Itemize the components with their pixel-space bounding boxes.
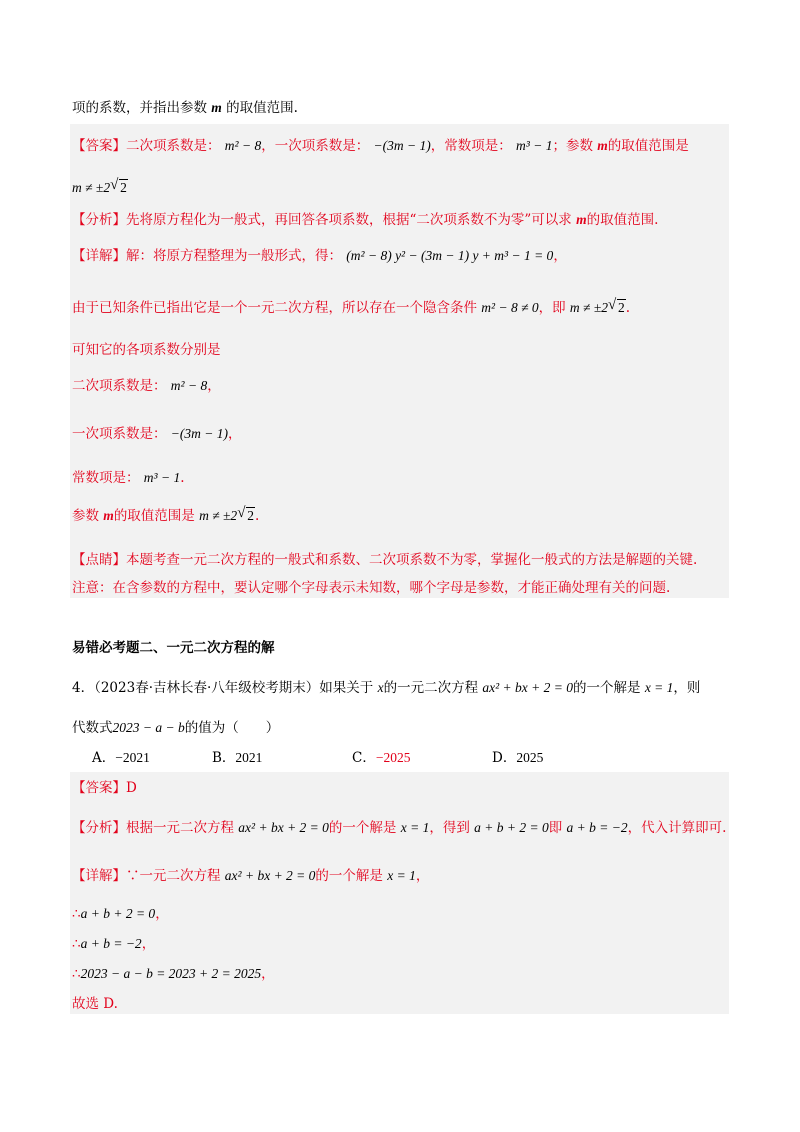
answer-t3: ，常数项是： [430,138,512,154]
q4-detail-end: ， [415,868,430,884]
q4-analysis-t2: 的一个解是 [328,820,397,836]
q4-answer-value: D [126,780,137,796]
detail-l6-end: . [180,470,185,486]
analysis-tag: 【分析】 [72,212,126,228]
answer-range-line [72,178,128,198]
intro-tail: 的取值范围. [226,100,298,116]
q4-detail-sol: x = 1 [387,868,416,883]
question-source: （2023春·吉林长春·八年级校考期末）如果关于 [94,680,374,696]
detail-l7-var: m [103,508,114,523]
q4-answer-tag: 【答案】 [72,780,126,796]
q4-step-3-symbol: ∴ [72,966,81,982]
option-c [352,748,410,768]
detail-t1: 解：将原方程整理为一般形式，得： [126,248,342,264]
option-c-label: C． [352,750,376,766]
solution-box-1 [70,124,729,598]
detail-line-5 [72,424,242,444]
q4-step-2-end: ， [141,936,156,952]
q4-step-3 [72,964,275,984]
q4-answer-line [72,778,137,798]
option-b [212,748,262,768]
question-4-line-2 [72,718,279,738]
question-4-line-1 [72,678,700,698]
detail-l3: 可知它的各项系数分别是 [72,342,221,358]
detail-line-4 [72,376,221,396]
answer-t2: ，一次项系数是： [261,138,370,154]
detail-l2-mid: ，即 [538,300,566,316]
answer-t5: 的取值范围是 [607,138,689,154]
detail-l2-math-1: m² − 8 ≠ 0 [481,300,539,315]
detail-l4-end: ， [207,378,221,394]
option-b-value: 2021 [235,750,263,765]
question-equation: ax² + bx + 2 = 0 [482,680,574,695]
q4-analysis-line [72,818,726,838]
intro-var: m [211,100,222,115]
detail-l7-mid: 的取值范围是 [113,508,195,524]
option-a [92,748,150,768]
option-a-value: −2021 [115,750,150,765]
detail-l4-text: 二次项系数是： [72,378,167,394]
detail-l5-math: −(3m − 1) [170,426,229,441]
detail-l7-end: . [254,508,260,524]
answer-math-2: −(3m − 1) [373,138,431,153]
analysis-text: 先将原方程化为一般式，再回答各项系数，根据“二次项系数不为零”可以求 [126,212,572,228]
question-var-x: x [377,680,384,695]
analysis-tail: 的取值范围. [586,212,659,228]
detail-line-2 [72,298,630,318]
question-solution: x = 1 [644,680,674,695]
question-t3: 的一个解是 [573,680,641,696]
q4-final: 故选 D. [72,996,118,1012]
question-l2-tail: 的值为（ ） [184,720,280,736]
q4-detail-line [72,866,429,886]
comment-tag: 【点睛】 [72,552,126,568]
detail-l2-end: . [625,300,631,316]
answer-var: m [597,138,608,153]
q4-step-1-symbol: ∴ [72,906,81,922]
detail-l2-radicand: 2 [618,300,625,315]
q4-detail-t2: 的一个解是 [315,868,383,884]
option-d [492,748,543,768]
answer-math-1: m² − 8 [224,138,262,153]
q4-analysis-eq3: a + b = −2 [566,820,628,835]
answer-t1: 二次项系数是： [126,138,221,154]
answer-t4: ；参数 [552,138,593,154]
q4-detail-t1: ∵一元二次方程 [126,868,221,884]
q4-analysis-tag: 【分析】 [72,820,126,836]
detail-comma: ， [553,248,567,264]
detail-l5-end: ， [228,426,242,442]
detail-l7-radicand: 2 [247,508,254,523]
option-d-value: 2025 [516,750,544,765]
comment-text-2: 注意：在含参数的方程中，要认定哪个字母表示未知数，哪个字母是参数，才能正确处理有关的问题. [72,580,671,596]
comment-line-2 [72,578,670,598]
q4-analysis-eq: ax² + bx + 2 = 0 [238,820,329,835]
answer-range-math: m ≠ ±2 [72,180,111,195]
question-t2: 的一元二次方程 [383,680,479,696]
question-t4: ，则 [673,680,701,696]
comment-text-1: 本题考查一元二次方程的一般式和系数、二次项系数不为零，掌握化一般式的方法是解题的关键. [126,552,698,568]
detail-l5-text: 一次项系数是： [72,426,167,442]
q4-detail-eq: ax² + bx + 2 = 0 [224,868,316,883]
question-l2-expr: 2023 − a − b [112,720,185,735]
q4-step-2 [72,934,155,954]
q4-analysis-eq2: a + b + 2 = 0 [474,820,549,835]
q4-detail-tag: 【详解】 [72,868,126,884]
q4-step-1-end: ， [155,906,169,922]
q4-step-1 [72,904,169,924]
detail-line-3 [72,340,221,360]
analysis-line [72,210,658,230]
q4-analysis-t5: ，代入计算即可. [627,820,727,836]
q4-step-2-symbol: ∴ [72,936,81,952]
q4-step-2-expr: a + b = −2 [80,936,142,951]
option-d-label: D． [492,750,517,766]
detail-l6-math: m³ − 1 [143,470,181,485]
detail-l4-math: m² − 8 [170,378,208,393]
q4-step-3-end: ， [261,966,275,982]
answer-math-3: m³ − 1 [516,138,553,153]
detail-line-6 [72,468,185,488]
q4-analysis-sol: x = 1 [400,820,430,835]
detail-l7-text: 参数 [72,508,99,524]
question-number: 4． [72,680,95,696]
detail-tag: 【详解】 [72,248,126,264]
answer-line [72,136,689,156]
detail-l7-math: m ≠ ±2 [199,508,238,523]
q4-step-1-expr: a + b + 2 = 0 [80,906,156,921]
intro-line [72,98,298,118]
detail-l6-text: 常数项是： [72,470,140,486]
section-title: 易错必考题二、一元二次方程的解 [72,640,275,656]
q4-analysis-t3: ，得到 [429,820,470,836]
option-b-label: B． [212,750,236,766]
option-c-value: −2025 [375,750,411,765]
detail-l2-text: 由于已知条件已指出它是一个一元二次方程，所以存在一个隐含条件 [72,300,477,316]
q4-analysis-t1: 根据一元二次方程 [126,820,234,836]
q4-analysis-t4: 即 [548,820,563,836]
analysis-var: m [576,212,587,227]
detail-line-7 [72,506,259,526]
comment-line-1 [72,550,697,570]
answer-tag: 【答案】 [72,138,126,154]
option-a-label: A． [92,750,116,766]
answer-range-radicand: 2 [120,180,127,195]
q4-step-3-expr: 2023 − a − b = 2023 + 2 = 2025 [80,966,262,981]
question-l2-text: 代数式 [72,720,113,736]
detail-line-1 [72,246,567,266]
intro-text: 项的系数，并指出参数 [72,100,207,116]
detail-l2-math-2: m ≠ ±2 [569,300,608,315]
detail-eq1: (m² − 8) y² − (3m − 1) y + m³ − 1 = 0 [346,248,554,263]
options-row [92,748,692,768]
